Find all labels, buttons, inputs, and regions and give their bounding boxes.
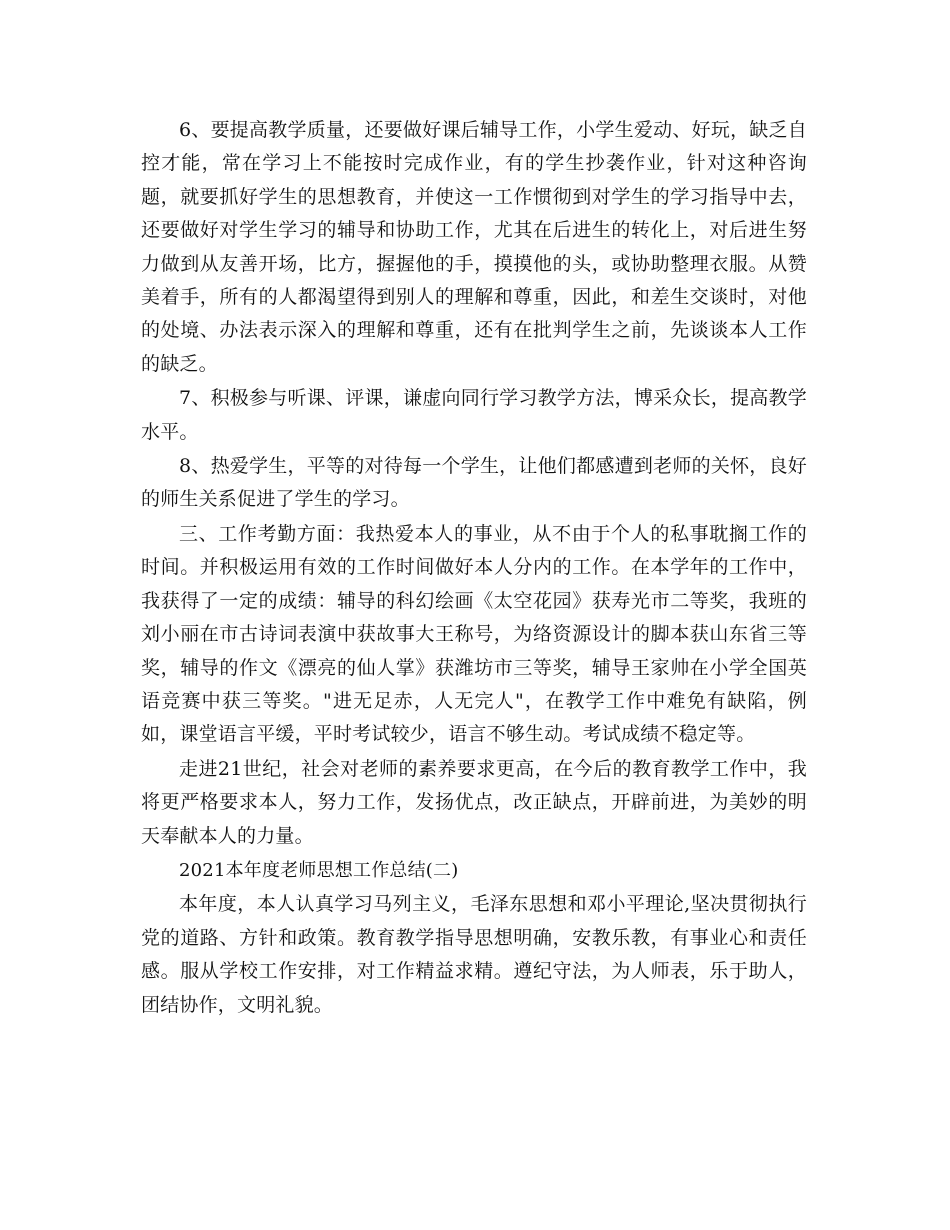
paragraph-ideology: 本年度，本人认真学习马列主义，毛泽东思想和邓小平理论,坚决贯彻执行党的道路、方针和政策。教育教学指导思想明确，安教乐教，有事业心和责任感。服从学校工作安排，对工作精益求精。遵纪守法，为人师表，乐于助人，团结协作，文明礼貌。 — [141, 893, 807, 1016]
paragraph-attendance: 三、工作考勤方面：我热爱本人的事业，从不由于个人的私事耽搁工作的时间。并积极运用有效的工作时间做好本人分内的工作。在本学年的工作中，我获得了一定的成绩：辅导的科幻绘画《太空花园》获寿光市二等奖，我班的刘小丽在市古诗词表演中获故事大王称号，为络资源设计的脚本获山东省三等奖，辅导的作文《漂亮的仙人掌》获潍坊市三等奖，辅导王家帅在小学全国英语竞赛中获三等奖。"进无足赤，人无完人"，在教学工作中难免有缺陷，例如，课堂语言平缓，平时考试较少，语言不够生动。考试成绩不稳定等。 — [141, 522, 807, 746]
document-body — [141, 114, 807, 1023]
section-subtitle: 2021本年度老师思想工作总结(二) — [179, 859, 459, 881]
paragraph-lesson-observation: 7、积极参与听课、评课，谦虚向同行学习教学方法，博采众长，提高教学水平。 — [141, 387, 807, 443]
paragraph-love-students: 8、热爱学生，平等的对待每一个学生，让他们都感遭到老师的关怀，良好的师生关系促进了学生的学习。 — [141, 455, 807, 511]
paragraph-outlook: 走进21世纪，社会对老师的素养要求更高，在今后的教育教学工作中，我将更严格要求本人，努力工作，发扬优点，改正缺点，开辟前进，为美妙的明天奉献本人的力量。 — [141, 757, 807, 847]
paragraph-tutoring: 6、要提高教学质量，还要做好课后辅导工作，小学生爱动、好玩，缺乏自控才能，常在学习上不能按时完成作业，有的学生抄袭作业，针对这种咨询题，就要抓好学生的思想教育，并使这一工作惯彻到对学生的学习指导中去，还要做好对学生学习的辅导和协助工作，尤其在后进生的转化上，对后进生努力做到从友善开场，比方，握握他的手，摸摸他的头，或协助整理衣服。从赞美着手，所有的人都渴望得到别人的理解和尊重，因此，和差生交谈时，对他的处境、办法表示深入的理解和尊重，还有在批判学生之前，先谈谈本人工作的缺乏。 — [141, 119, 807, 375]
